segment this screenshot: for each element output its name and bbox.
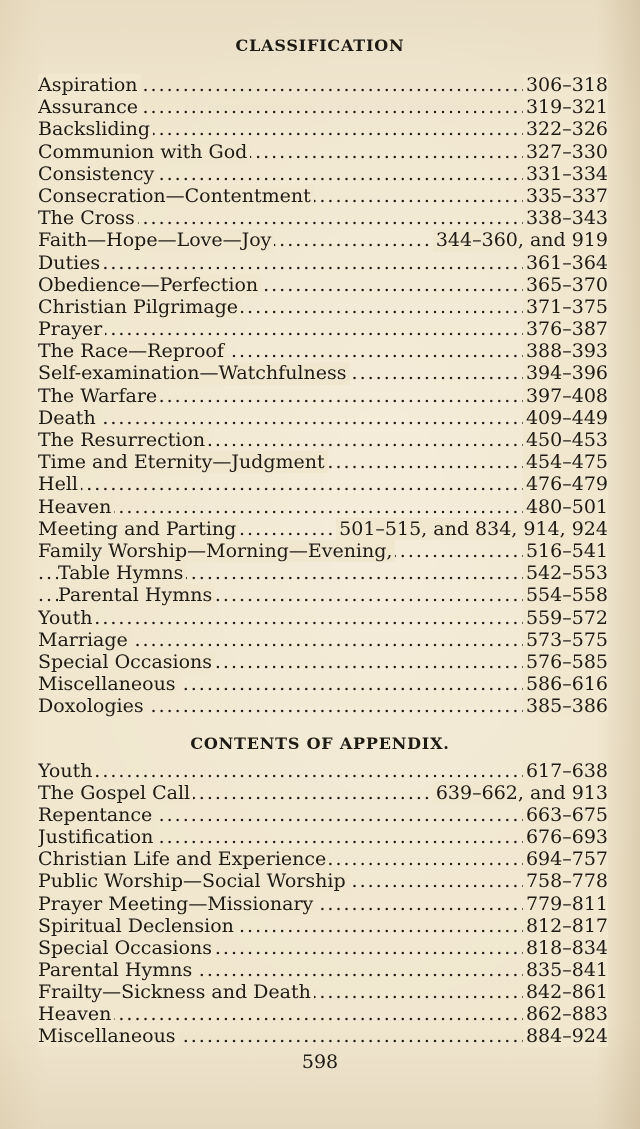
index-entry xyxy=(38,473,608,495)
entry-topic: Heaven xyxy=(38,1003,114,1025)
entry-topic: Frailty—Sickness and Death xyxy=(38,981,314,1003)
entry-page-range: 338–343 xyxy=(523,207,608,229)
entry-topic: Public Worship—Social Worship xyxy=(38,870,349,892)
entry-topic: Obedience—Perfection xyxy=(38,274,261,296)
entry-page-range: 371–375 xyxy=(523,296,608,318)
index-entry xyxy=(38,385,608,407)
entry-page-range: 639–662, and 913 xyxy=(433,782,608,804)
entry-topic: The Warfare xyxy=(38,385,160,407)
entry-topic: Faith—Hope—Love—Joy xyxy=(38,229,274,251)
index-entry xyxy=(38,893,608,915)
entry-page-range: 676–693 xyxy=(523,826,608,848)
entry-page-range: 501–515, and 834, 914, 924 xyxy=(336,518,608,540)
index-entry xyxy=(38,518,608,540)
entry-topic: Family Worship—Morning—Evening, xyxy=(38,540,395,562)
entry-topic: Youth xyxy=(38,760,95,782)
index-entry xyxy=(38,848,608,870)
entry-page-range: 319–321 xyxy=(523,96,608,118)
entry-page-range: 335–337 xyxy=(523,185,608,207)
index-entry xyxy=(38,185,608,207)
entry-page-range: 394–396 xyxy=(523,362,608,384)
index-entry xyxy=(38,540,608,562)
entry-page-range: 617–638 xyxy=(523,760,608,782)
entry-topic: Consecration—Contentment xyxy=(38,185,314,207)
index-entry xyxy=(38,760,608,782)
entry-page-range: 480–501 xyxy=(523,496,608,518)
index-entry xyxy=(38,318,608,340)
entry-topic: Meeting and Parting xyxy=(38,518,239,540)
entry-page-range: 542–553 xyxy=(523,562,608,584)
entry-topic: Prayer xyxy=(38,318,105,340)
entry-page-range: 842–861 xyxy=(523,981,608,1003)
entry-page-range: 322–326 xyxy=(523,118,608,140)
entry-topic: Consistency xyxy=(38,163,157,185)
entry-topic: Spiritual Declension xyxy=(38,915,237,937)
entry-page-range: 835–841 xyxy=(523,959,608,981)
index-entry xyxy=(38,1025,608,1047)
entry-page-range: 516–541 xyxy=(523,540,608,562)
entry-page-range: 586–616 xyxy=(523,673,608,695)
entry-page-range: 388–393 xyxy=(523,340,608,362)
entry-topic: The Race—Reproof xyxy=(38,340,227,362)
entry-topic: The Cross xyxy=(38,207,138,229)
entry-page-range: 365–370 xyxy=(523,274,608,296)
entry-topic: Death xyxy=(38,407,99,429)
entry-topic: The Gospel Call xyxy=(38,782,193,804)
entry-topic: Youth xyxy=(38,607,95,629)
index-entry xyxy=(38,673,608,695)
index-entry xyxy=(38,826,608,848)
entry-topic: Time and Eternity—Judgment xyxy=(38,451,328,473)
entry-page-range: 409–449 xyxy=(523,407,608,429)
entry-page-range: 344–360, and 919 xyxy=(433,229,608,251)
index-entry xyxy=(38,937,608,959)
index-entry xyxy=(38,959,608,981)
entry-topic: Miscellaneous xyxy=(38,673,179,695)
entry-page-range: 812–817 xyxy=(523,915,608,937)
appendix-list xyxy=(38,760,608,1047)
entry-page-range: 450–453 xyxy=(523,429,608,451)
index-entry xyxy=(38,695,608,717)
entry-page-range: 573–575 xyxy=(523,629,608,651)
index-entry xyxy=(38,915,608,937)
index-entry xyxy=(38,407,608,429)
entry-topic: Miscellaneous xyxy=(38,1025,179,1047)
entry-page-range: 327–330 xyxy=(523,141,608,163)
entry-page-range: 331–334 xyxy=(523,163,608,185)
entry-page-range: 884–924 xyxy=(523,1025,608,1047)
entry-topic: Prayer Meeting—Missionary xyxy=(38,893,316,915)
index-entry xyxy=(38,141,608,163)
entry-topic: Christian Life and Experience xyxy=(38,848,329,870)
entry-page-range: 862–883 xyxy=(523,1003,608,1025)
entry-topic: The Resurrection xyxy=(38,429,208,451)
entry-topic: Heaven xyxy=(38,496,114,518)
entry-topic: Parental Hymns xyxy=(58,584,215,606)
index-entry xyxy=(38,651,608,673)
index-entry xyxy=(38,496,608,518)
entry-topic: Assurance xyxy=(38,96,141,118)
entry-page-range: 454–475 xyxy=(523,451,608,473)
entry-topic: Parental Hymns xyxy=(38,959,195,981)
index-entry xyxy=(38,296,608,318)
entry-page-range: 376–387 xyxy=(523,318,608,340)
entry-page-range: 397–408 xyxy=(523,385,608,407)
index-entry xyxy=(38,362,608,384)
index-entry xyxy=(38,870,608,892)
entry-topic: Justification xyxy=(38,826,156,848)
entry-topic: Special Occasions xyxy=(38,937,215,959)
entry-topic: Aspiration xyxy=(38,74,141,96)
entry-topic: Christian Pilgrimage xyxy=(38,296,241,318)
entry-page-range: 306–318 xyxy=(523,74,608,96)
entry-page-range: 663–675 xyxy=(523,804,608,826)
index-entry xyxy=(38,207,608,229)
entry-topic: Special Occasions xyxy=(38,651,215,673)
entry-topic: Backsliding xyxy=(38,118,153,140)
index-entry xyxy=(38,229,608,251)
index-entry xyxy=(38,804,608,826)
classification-list xyxy=(38,74,608,717)
entry-page-range: 758–778 xyxy=(523,870,608,892)
entry-topic: Marriage xyxy=(38,629,131,651)
index-entry xyxy=(38,981,608,1003)
index-entry xyxy=(38,1003,608,1025)
index-entry xyxy=(38,562,608,584)
index-entry xyxy=(38,340,608,362)
entry-page-range: 559–572 xyxy=(523,607,608,629)
entry-page-range: 554–558 xyxy=(523,584,608,606)
entry-page-range: 385–386 xyxy=(523,695,608,717)
index-entry xyxy=(38,607,608,629)
entry-page-range: 779–811 xyxy=(523,893,608,915)
entry-page-range: 818–834 xyxy=(523,937,608,959)
index-entry xyxy=(38,96,608,118)
classification-heading: CLASSIFICATION xyxy=(235,36,405,55)
index-entry xyxy=(38,629,608,651)
entry-topic: Self-examination—Watchfulness xyxy=(38,362,350,384)
index-entry xyxy=(38,74,608,96)
index-entry xyxy=(38,451,608,473)
entry-page-range: 361–364 xyxy=(523,252,608,274)
page-number: 598 xyxy=(301,1051,339,1073)
index-entry xyxy=(38,429,608,451)
entry-page-range: 694–757 xyxy=(523,848,608,870)
index-entry xyxy=(38,274,608,296)
entry-topic: Duties xyxy=(38,252,103,274)
entry-topic: Doxologies xyxy=(38,695,147,717)
entry-topic: Communion with God xyxy=(38,141,250,163)
entry-page-range: 576–585 xyxy=(523,651,608,673)
index-entry xyxy=(38,584,608,606)
index-entry xyxy=(38,782,608,804)
index-entry xyxy=(38,252,608,274)
entry-page-range: 476–479 xyxy=(523,473,608,495)
entry-topic: Repentance xyxy=(38,804,155,826)
index-entry xyxy=(38,118,608,140)
entry-topic: Hell xyxy=(38,473,81,495)
appendix-heading: CONTENTS OF APPENDIX. xyxy=(190,734,450,753)
index-entry xyxy=(38,163,608,185)
entry-topic: Table Hymns xyxy=(58,562,186,584)
